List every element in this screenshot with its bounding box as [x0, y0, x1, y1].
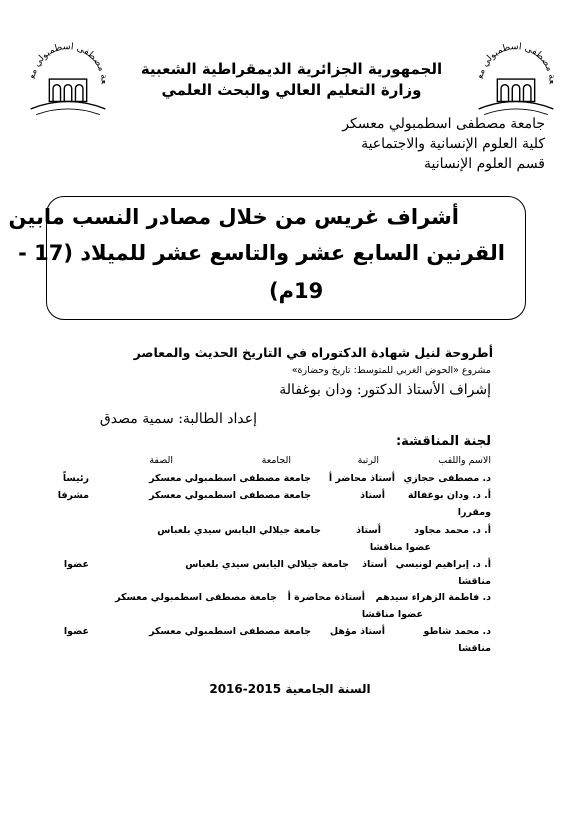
member-role-continued: مناقشا	[458, 643, 491, 654]
seal-text: عة مصطفى اسطمبولي مع	[474, 41, 558, 85]
member-name: د. مصطفى حجازي	[403, 473, 491, 484]
member-role-continued: مناقشا	[458, 576, 491, 587]
member-role-continued: عضوا مناقشا	[369, 542, 431, 553]
committee-header-row	[60, 455, 491, 469]
header-rank: الرتبة	[357, 455, 379, 466]
university-seal-icon	[20, 38, 116, 122]
department-name: قسم العلوم الإنسانية	[424, 156, 545, 172]
table-row	[60, 626, 491, 640]
header-university: الجامعة	[261, 455, 291, 466]
supervisor: إشراف الأستاذ الدكتور: ودان بوغفالة	[279, 382, 491, 398]
seal-text: عة مصطفى اسطمبولي مع	[26, 41, 110, 85]
member-role: عضوا	[63, 626, 89, 637]
member-name: د. محمد شاطو	[423, 626, 491, 637]
table-row	[60, 473, 491, 487]
university-seal-icon	[468, 38, 564, 122]
member-name: أ. د. إبراهيم لونيسي	[395, 559, 491, 570]
member-university: جامعة مصطفى اسطمبولي معسكر	[149, 473, 311, 484]
svg-text:جامعة مصطفى اسطمبولي معسكر	[20, 38, 110, 85]
research-project: مشروع «الحوض الغربي للمتوسط: تاريخ وحضارة»	[291, 365, 491, 376]
title-line-2: القرنين السابع عشر والتاسع عشر للميلاد (17 -	[18, 241, 505, 265]
member-role-continued: عضوا مناقشا	[361, 609, 423, 620]
member-university: جامعة جيلالي اليابس سيدي بلعباس	[185, 559, 349, 570]
svg-text:جامعة مصطفى اسطمبولي معسكر	[468, 38, 558, 85]
member-university: جامعة مصطفى اسطمبولي معسكر	[115, 592, 277, 603]
university-seal-right	[468, 38, 564, 122]
member-rank: أستاذ مؤهل	[329, 626, 385, 637]
table-row	[57, 490, 491, 504]
title-line-3: 19م)	[269, 279, 324, 303]
member-rank: أستاذ محاضر أ	[328, 473, 395, 484]
member-name: د. فاطمة الزهراء سيدهم	[375, 592, 491, 603]
thesis-title-box	[8, 196, 526, 320]
ministry-name: وزارة التعليم العالي والبحث العلمي	[161, 81, 422, 99]
member-name: أ. د. ودان بوغفالة	[407, 490, 491, 501]
member-rank: أستاذ	[356, 525, 381, 536]
member-university: جامعة مصطفى اسطمبولي معسكر	[149, 490, 311, 501]
member-role: مشرفا	[57, 490, 89, 501]
thesis-type: أطروحة لنيل شهادة الدكتوراه في التاريخ الحديث والمعاصر	[133, 345, 493, 360]
faculty-name: كلية العلوم الإنسانية والاجتماعية	[361, 136, 545, 152]
academic-year: السنة الجامعية 2015-2016	[209, 682, 371, 696]
header-role: الصفة	[149, 455, 173, 466]
member-role: عضوا	[63, 559, 89, 570]
university-seal-left	[20, 38, 116, 122]
committee-heading: لجنة المناقشة:	[395, 434, 491, 449]
republic-name: الجمهورية الجزائرية الديمقراطية الشعبية	[140, 60, 443, 78]
member-role: رئيساً	[62, 473, 89, 484]
member-name: أ. د. محمد مجاود	[414, 525, 491, 536]
header-name: الاسم واللقب	[438, 455, 491, 466]
table-row	[60, 559, 491, 573]
member-university: جامعة جيلالي اليابس سيدي بلعباس	[157, 525, 321, 536]
member-rank: أستاذ	[362, 559, 387, 570]
member-university: جامعة مصطفى اسطمبولي معسكر	[149, 626, 311, 637]
member-rank: أستاذ	[360, 490, 385, 501]
member-rank: أستاذة محاضرة أ	[287, 592, 365, 603]
table-row	[60, 525, 491, 539]
university-name: جامعة مصطفى اسطمبولي معسكر	[342, 116, 545, 132]
table-row	[60, 592, 491, 606]
prepared-by: إعداد الطالبة: سمية مصدق	[99, 411, 257, 427]
title-line-1: أشراف غريس من خلال مصادر النسب مابين	[8, 205, 459, 229]
member-role-continued: ومقررا	[457, 507, 491, 518]
